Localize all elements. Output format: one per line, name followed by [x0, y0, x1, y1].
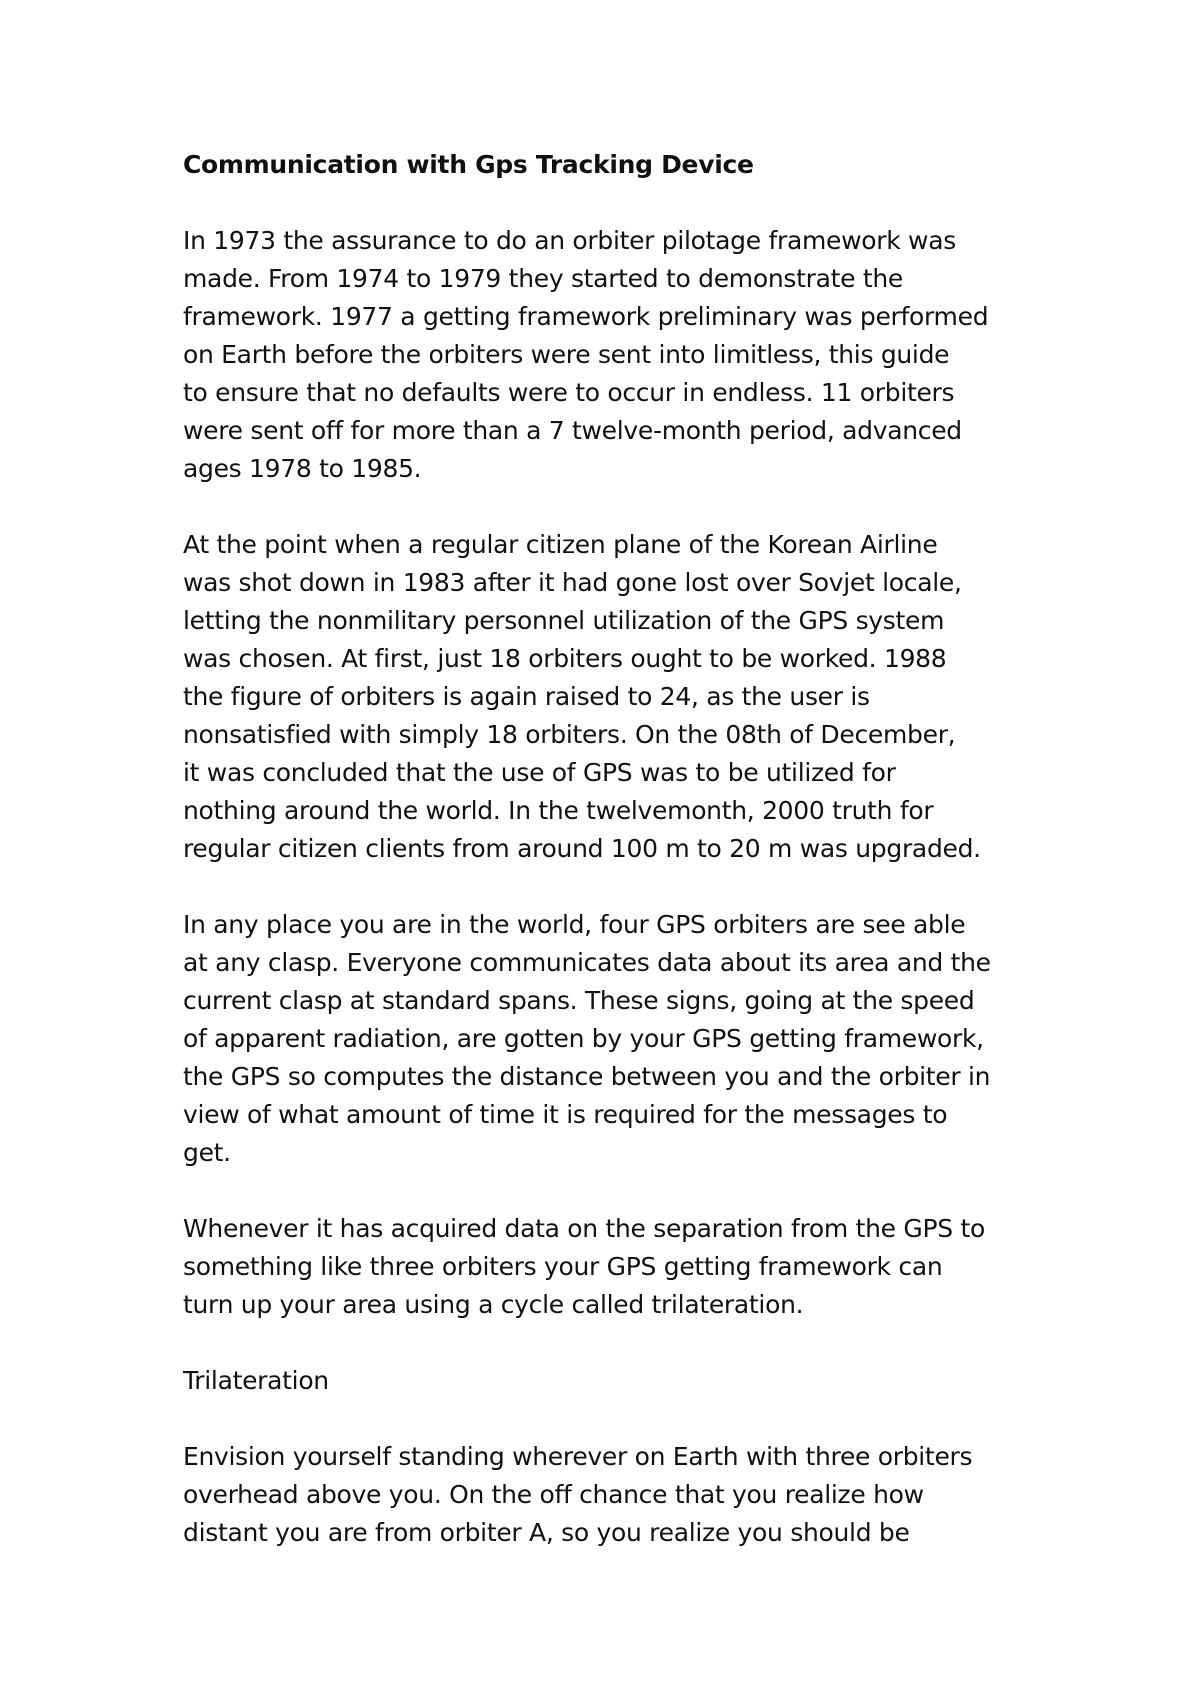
text-line: nothing around the world. In the twelvemonth, 2000 truth for: [183, 796, 934, 825]
text-line: something like three orbiters your GPS getting framework can: [183, 1252, 943, 1281]
text-line: At the point when a regular citizen plane of the Korean Airline: [183, 530, 938, 559]
text-line: Envision yourself standing wherever on Earth with three orbiters: [183, 1442, 973, 1471]
section-heading-trilateration: Trilateration: [183, 1366, 329, 1395]
text-line: ages 1978 to 1985.: [183, 454, 422, 483]
text-line: the figure of orbiters is again raised to 24, as the user is: [183, 682, 870, 711]
text-line: In any place you are in the world, four GPS orbiters are see able: [183, 910, 966, 939]
text-line: the GPS so computes the distance between you and the orbiter in: [183, 1062, 991, 1091]
text-line: nonsatisfied with simply 18 orbiters. On the 08th of December,: [183, 720, 956, 749]
paragraph-trilateration-intro: [183, 1210, 1063, 1324]
text-line: distant you are from orbiter A, so you realize you should be: [183, 1518, 910, 1547]
text-line: regular citizen clients from around 100 m to 20 m was upgraded.: [183, 834, 981, 863]
text-line: get.: [183, 1138, 231, 1167]
text-line: current clasp at standard spans. These signs, going at the speed: [183, 986, 975, 1015]
text-line: letting the nonmilitary personnel utilization of the GPS system: [183, 606, 945, 635]
text-line: In 1973 the assurance to do an orbiter pilotage framework was: [183, 226, 956, 255]
text-line: of apparent radiation, are gotten by your GPS getting framework,: [183, 1024, 984, 1053]
text-line: were sent off for more than a 7 twelve-month period, advanced: [183, 416, 962, 445]
paragraph-orbiter-signals: [183, 906, 1063, 1172]
text-line: was chosen. At first, just 18 orbiters ought to be worked. 1988: [183, 644, 947, 673]
text-line: was shot down in 1983 after it had gone lost over Sovjet locale,: [183, 568, 962, 597]
document-title: Communication with Gps Tracking Device: [183, 150, 754, 179]
paragraph-history-1973: [183, 222, 1063, 488]
text-line: at any clasp. Everyone communicates data about its area and the: [183, 948, 991, 977]
text-line: made. From 1974 to 1979 they started to demonstrate the: [183, 264, 903, 293]
paragraph-civilian-use: [183, 526, 1063, 868]
text-line: framework. 1977 a getting framework preliminary was performed: [183, 302, 989, 331]
text-line: on Earth before the orbiters were sent into limitless, this guide: [183, 340, 950, 369]
paragraph-envision: [183, 1438, 1063, 1552]
text-line: it was concluded that the use of GPS was to be utilized for: [183, 758, 896, 787]
text-line: turn up your area using a cycle called trilateration.: [183, 1290, 804, 1319]
text-line: view of what amount of time it is required for the messages to: [183, 1100, 948, 1129]
text-line: overhead above you. On the off chance that you realize how: [183, 1480, 924, 1509]
text-line: to ensure that no defaults were to occur in endless. 11 orbiters: [183, 378, 955, 407]
text-line: Whenever it has acquired data on the separation from the GPS to: [183, 1214, 985, 1243]
document-body: [183, 146, 1063, 1590]
